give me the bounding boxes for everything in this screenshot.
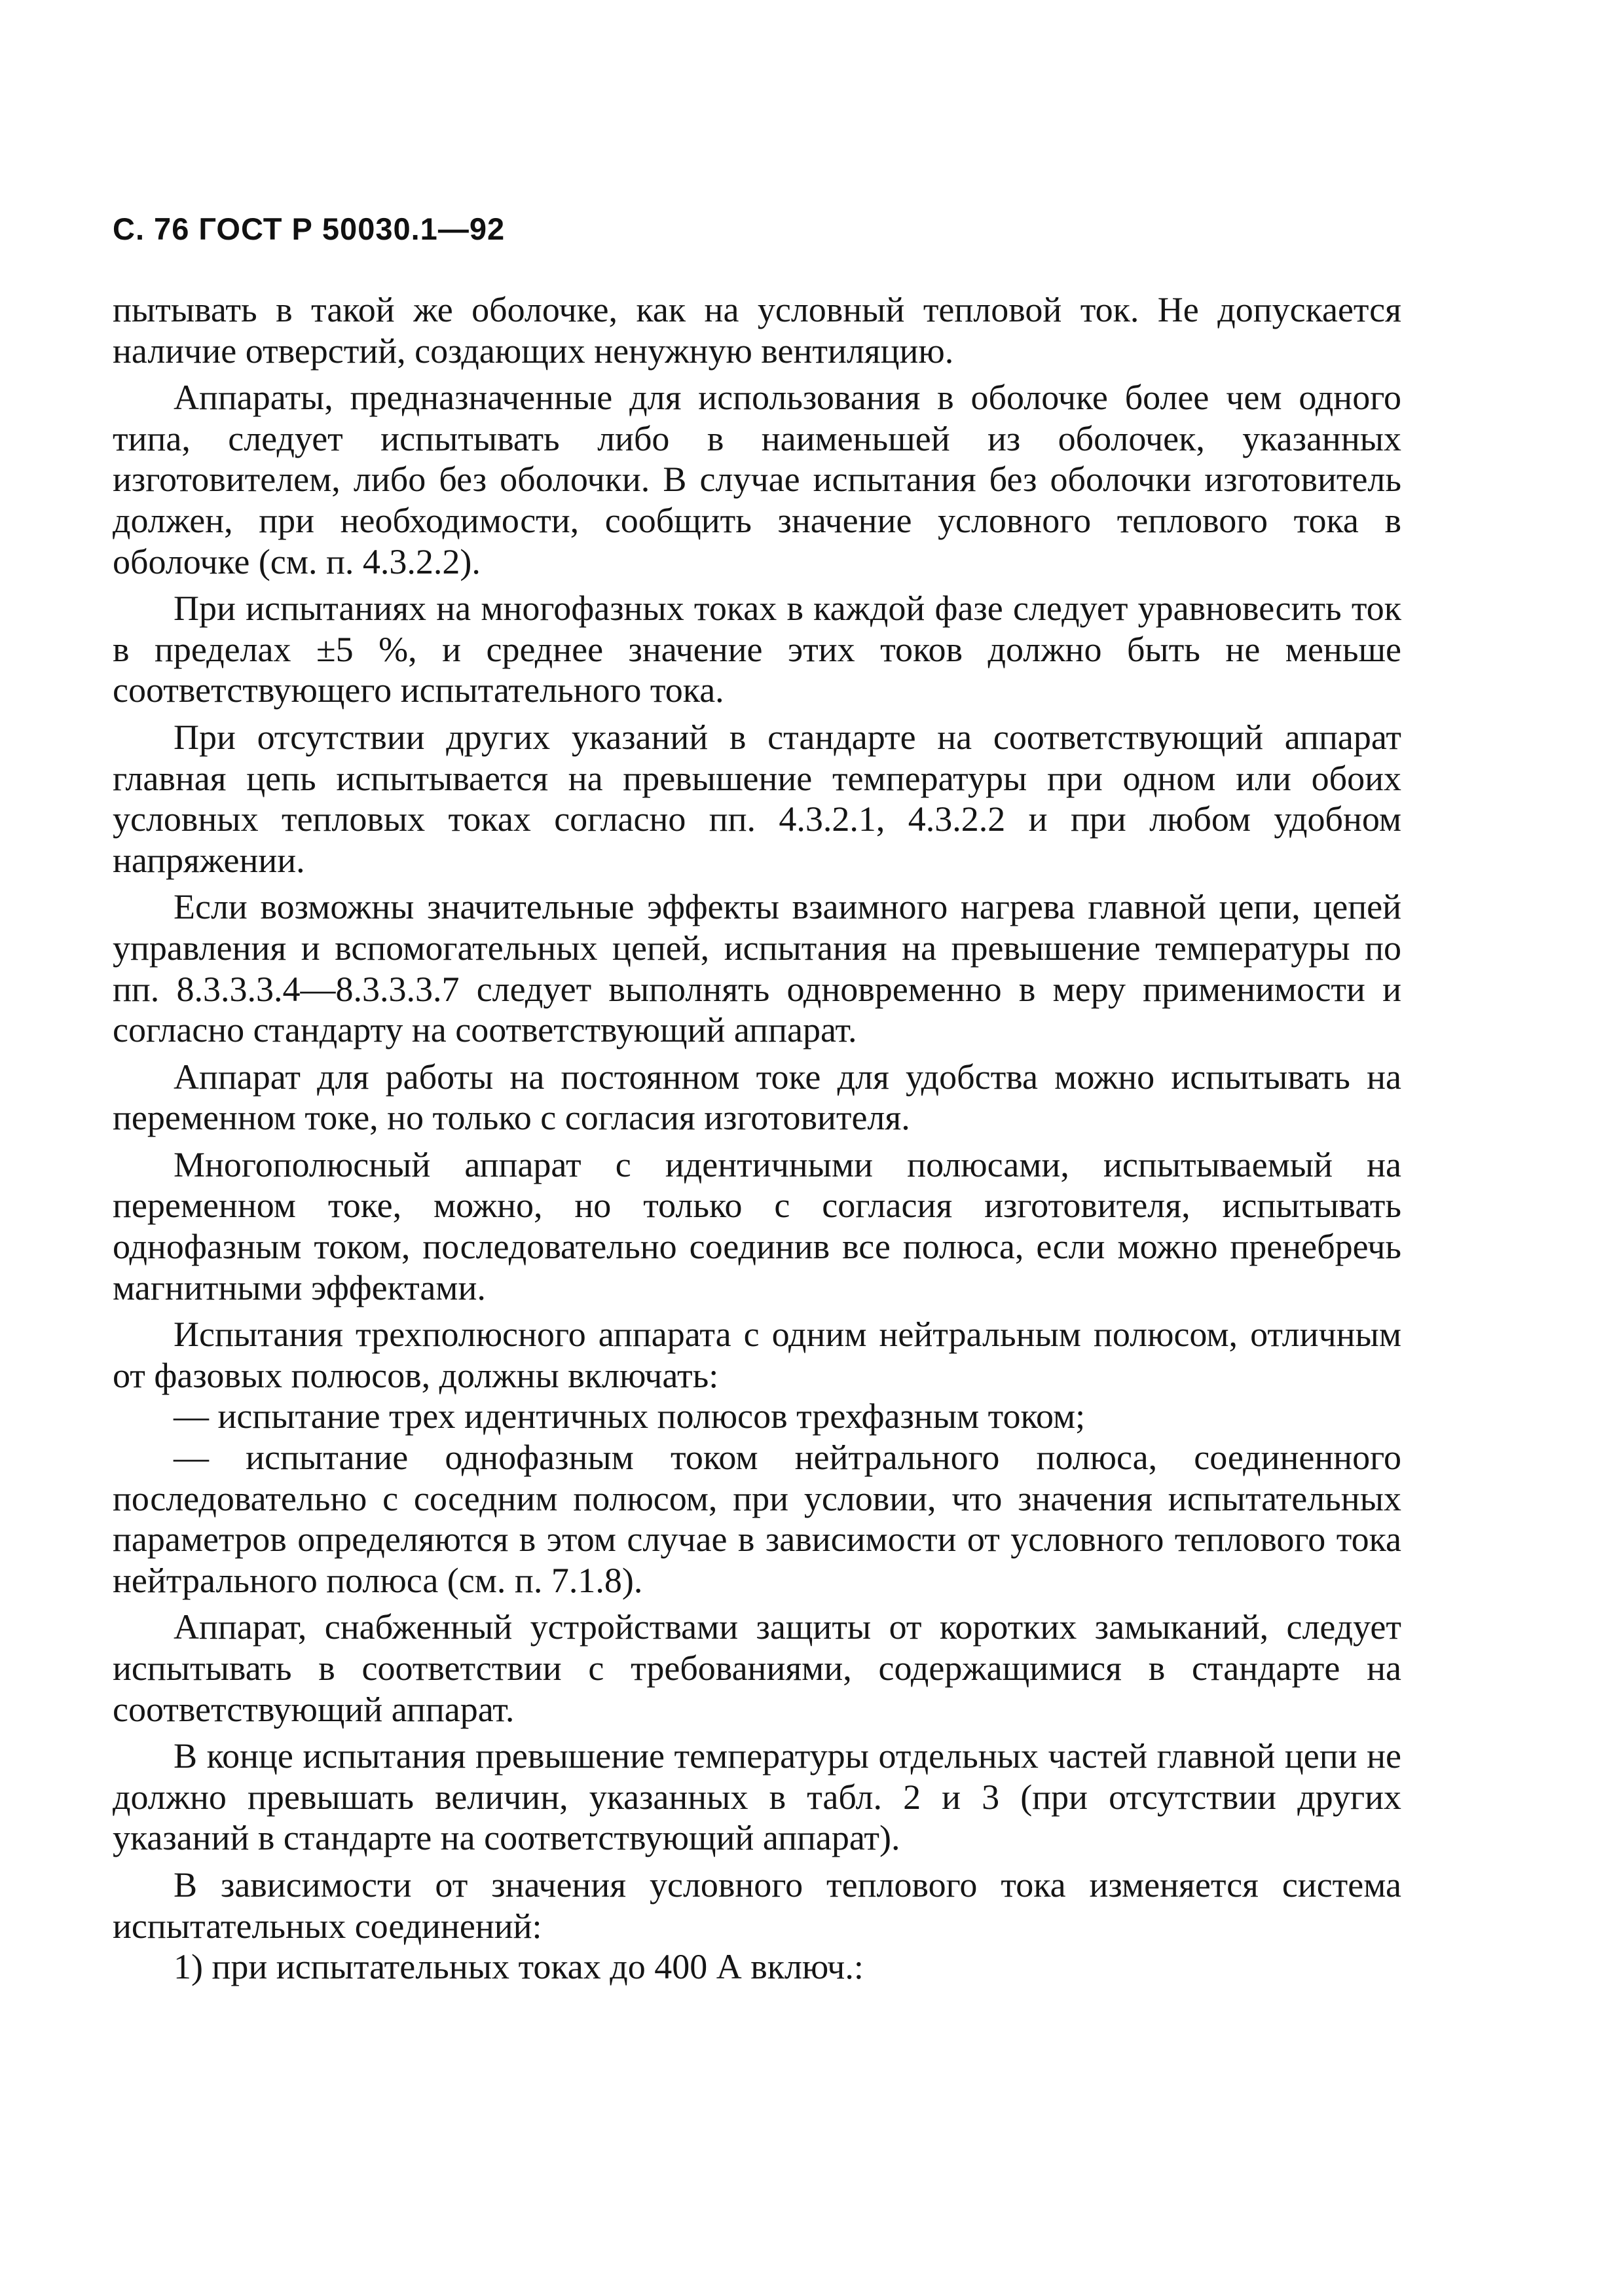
paragraph-continuation: пытывать в такой же оболочке, как на условный тепловой ток. Не допускается наличие отверстий, создающих ненужную вентиляцию.	[113, 290, 1401, 371]
paragraph-main-circuit: При отсутствии других указаний в стандарте на соответствующий аппарат главная цепь испытывается на превышение температуры при одном или обоих условных тепловых токах согласно пп. 4.3.2.1, 4.3.2.2 и при любом удобном напряжении.	[113, 717, 1401, 880]
paragraph-dc-apparatus: Аппарат для работы на постоянном токе для удобства можно испытывать на переменном токе, но только с согласия изготовителя.	[113, 1057, 1401, 1138]
paragraph-enclosure-types: Аппараты, предназначенные для использования в оболочке более чем одного типа, следует испытывать либо в наименьшей из оболочек, указанных изготовителем, либо без оболочки. В случае испытания без оболочки изготовитель должен, при необходимости, сообщить значение условного теплового тока в оболочке (см. п. 4.3.2.2).	[113, 378, 1401, 581]
paragraph-multipole: Многополюсный аппарат с идентичными полюсами, испытываемый на переменном токе, можно, но только с согласия изготовителя, испытывать однофазным током, последовательно соединив все полюса, если можно пренебречь магнитными эффектами.	[113, 1144, 1401, 1307]
list-item-up-to-400a: 1) при испытательных токах до 400 А включ.:	[174, 1947, 864, 1987]
body-text	[113, 289, 1401, 1988]
paragraph-temperature-rise: В конце испытания превышение температуры отдельных частей главной цепи не должно превышать величин, указанных в табл. 2 и 3 (при отсутствии других указаний в стандарте на соответствующий аппарат).	[113, 1736, 1401, 1858]
paragraph-three-pole-tests: Испытания трехполюсного аппарата с одним нейтральным полюсом, отличным от фазовых полюсов, должны включать:	[113, 1315, 1401, 1395]
list-item-single-phase: — испытание однофазным током нейтрального полюса, соединенного последовательно с соседним полюсом, при условии, что значения испытательных параметров определяются в этом случае в зависимости от условного теплового тока нейтрального полюса (см. п. 7.1.8).	[113, 1438, 1401, 1600]
paragraph-multiphase: При испытаниях на многофазных токах в каждой фазе следует уравновесить ток в пределах ±5 %, и среднее значение этих токов должно быть не меньше соответствующего испытательного тока.	[113, 589, 1401, 710]
list-item-three-phase: — испытание трех идентичных полюсов трехфазным током;	[174, 1396, 1086, 1436]
page-header: С. 76 ГОСТ Р 50030.1—92	[113, 211, 506, 246]
paragraph-mutual-heating: Если возможны значительные эффекты взаимного нагрева главной цепи, цепей управления и вспомогательных цепей, испытания на превышение температуры по пп. 8.3.3.3.4—8.3.3.3.7 следует выполнять одновременно в меру применимости и согласно стандарту на соответствующий аппарат.	[113, 887, 1401, 1050]
paragraph-short-circuit-protection: Аппарат, снабженный устройствами защиты от коротких замыканий, следует испытывать в соответствии с требованиями, содержащимися в стандарте на соответствующий аппарат.	[113, 1607, 1401, 1729]
paragraph-test-connections: В зависимости от значения условного теплового тока изменяется система испытательных соединений:	[113, 1865, 1401, 1946]
